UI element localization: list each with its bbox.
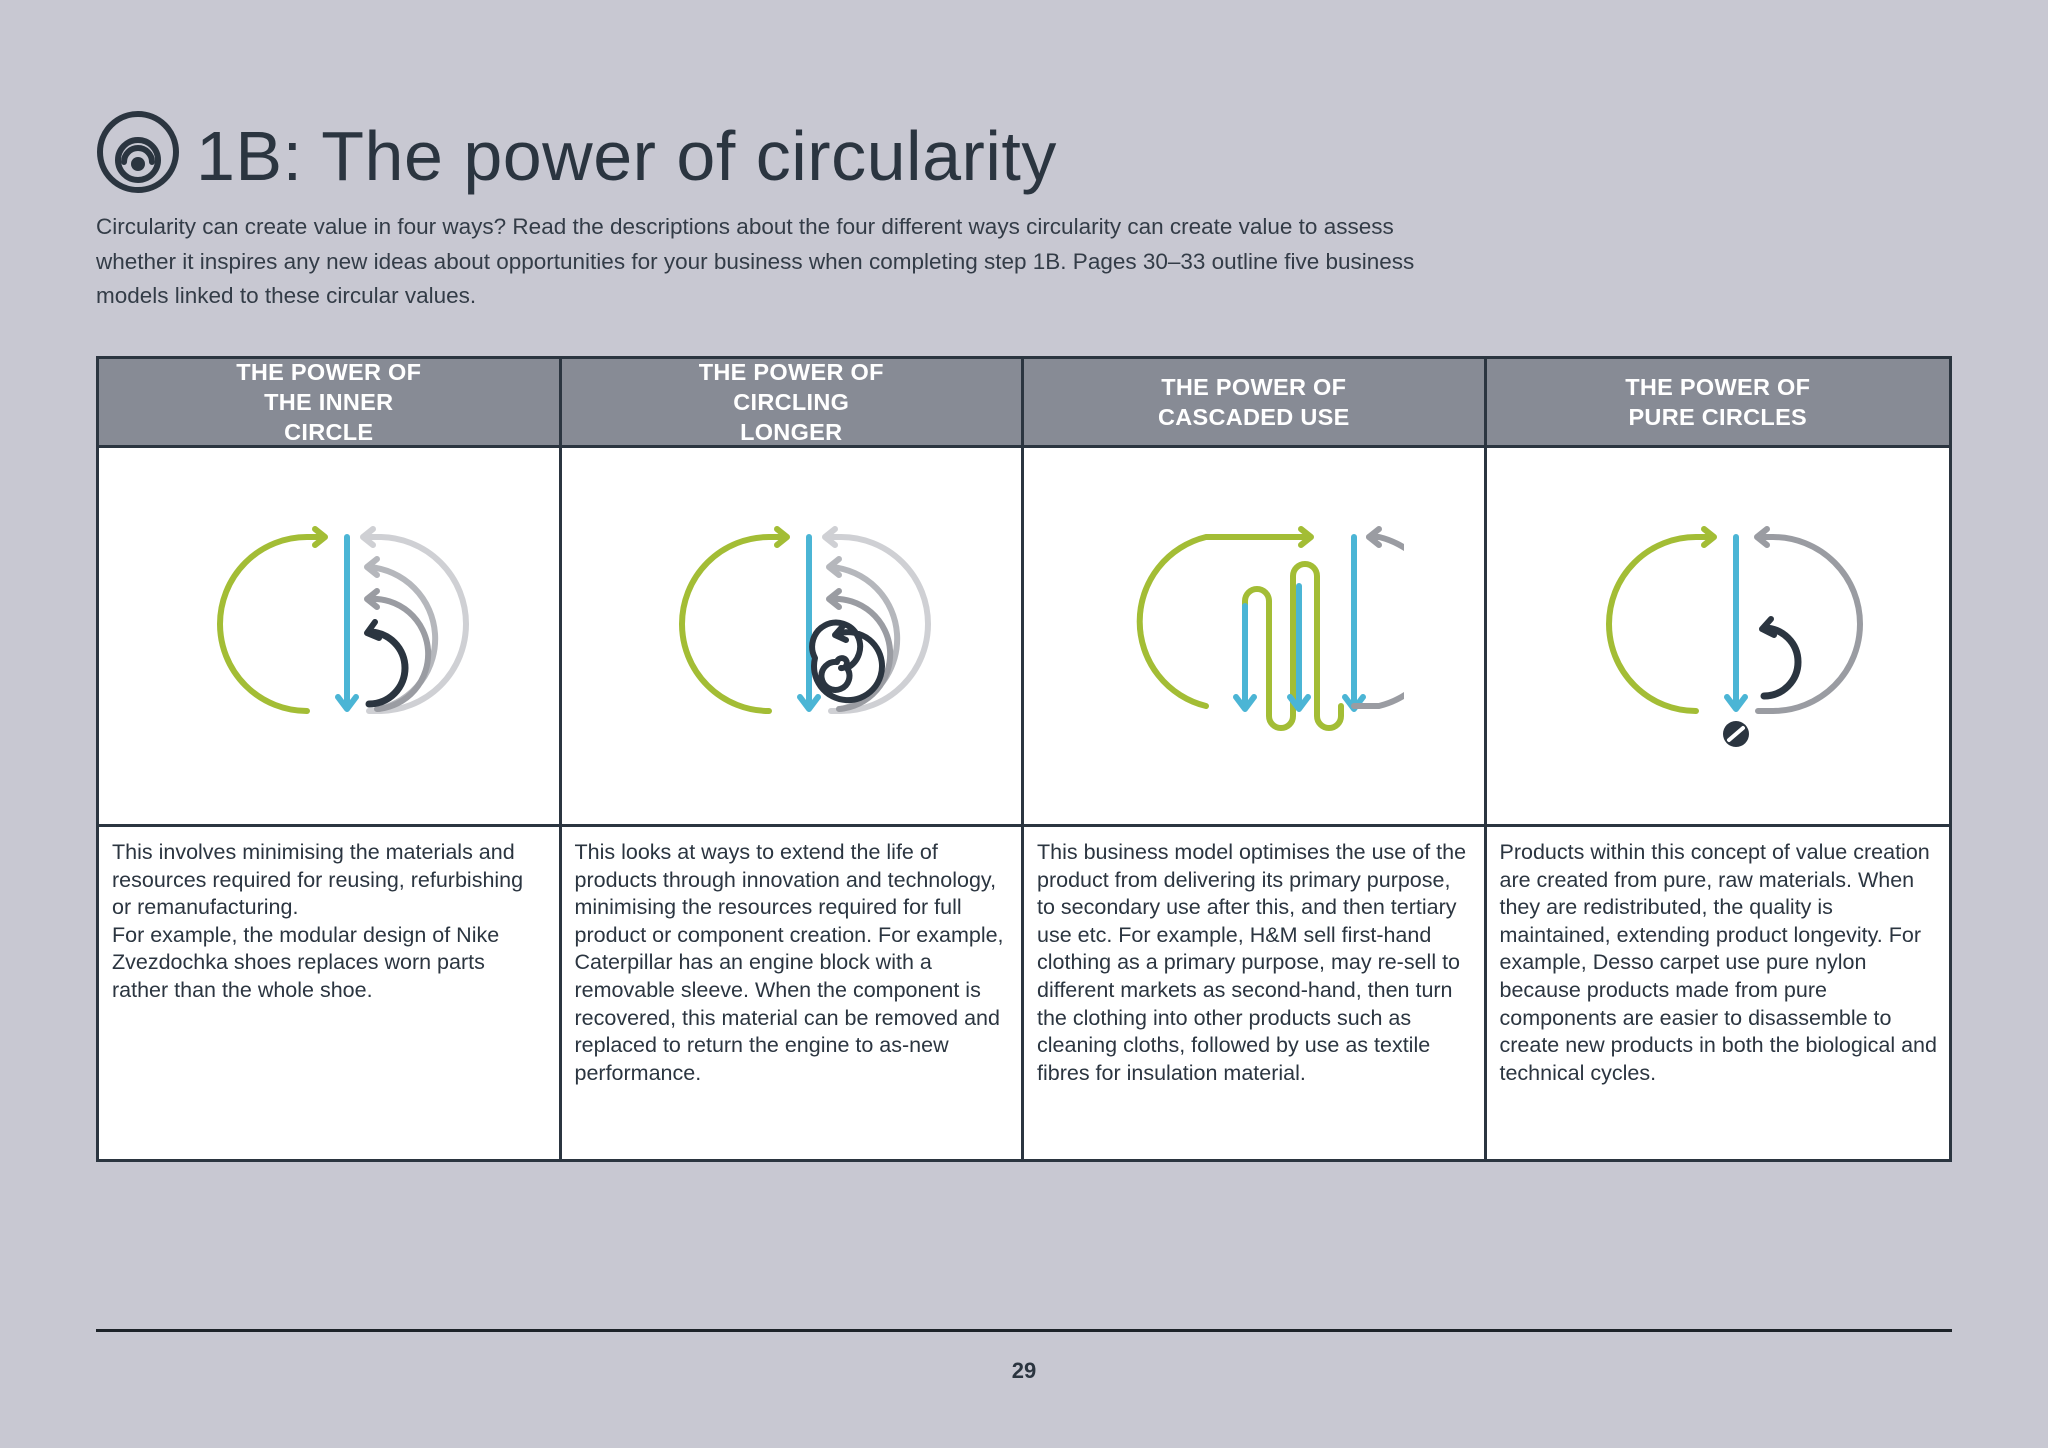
pure-circles-icon (1568, 506, 1868, 766)
column-header-circling-longer: THE POWER OF CIRCLING LONGER (562, 359, 1025, 448)
description-pure-circles (1487, 827, 1950, 1159)
column-header-pure-circles: THE POWER OF PURE CIRCLES (1487, 359, 1950, 448)
intro-paragraph: Circularity can create value in four ways? Read the descriptions about the four different ways circularity can create value to assess whether it inspires any new ideas about opportunities for your business when completing step 1B. Pages 30–33 outline five business models linked to these circular values. (96, 214, 1415, 308)
column-header-cascaded-use: THE POWER OF CASCADED USE (1024, 359, 1487, 448)
cascaded-use-icon (1104, 506, 1404, 766)
icon-cell (1024, 448, 1487, 827)
description-text: This looks at ways to extend the life of products through innovation and technology, minimising the resources required for full product or component creation. For example, Caterpillar has an engine block with a removable sleeve. When the component is recovered, this material can be removed and replaced to return the engine to as-new performance. (574, 840, 1004, 1085)
icon-cell (99, 448, 562, 827)
footer-divider (96, 1329, 1952, 1332)
description-circling-longer (562, 827, 1025, 1159)
page-title: 1B: The power of circularity (196, 117, 1057, 195)
inner-circle-icon (179, 506, 479, 766)
description-cascaded-use (1024, 827, 1487, 1159)
description-inner-circle (99, 827, 562, 1159)
icon-cell (562, 448, 1025, 827)
column-header-inner-circle: THE POWER OF THE INNER CIRCLE (99, 359, 562, 448)
concentric-circles-icon (96, 110, 180, 194)
page-number: 29 (1011, 1358, 1037, 1383)
description-text: Products within this concept of value creation are created from pure, raw materials. When they are redistributed, the quality is maintained, extending product longevity. For example, Desso carpet use pure nylon because products made from pure components are easier to disassemble to create new products in both the biological and technical cycles. (1499, 840, 1937, 1085)
description-text: This business model optimises the use of the product from delivering its primary purpose, to secondary use after this, and then tertiary use etc. For example, H&M sell first-hand clothing as a primary purpose, may re-sell to different markets as second-hand, then turn the clothing into other products such as cleaning cloths, followed by use as textile fibres for insulation material. (1037, 840, 1467, 1085)
circling-longer-icon (641, 506, 941, 766)
description-text: This involves minimising the materials and resources required for reusing, refurbishing or remanufacturing. For example, the modular design of Nike Zvezdochka shoes replaces worn parts rather than the whole shoe. (112, 840, 524, 1002)
icon-cell (1487, 448, 1950, 827)
circularity-table (96, 356, 1952, 1162)
